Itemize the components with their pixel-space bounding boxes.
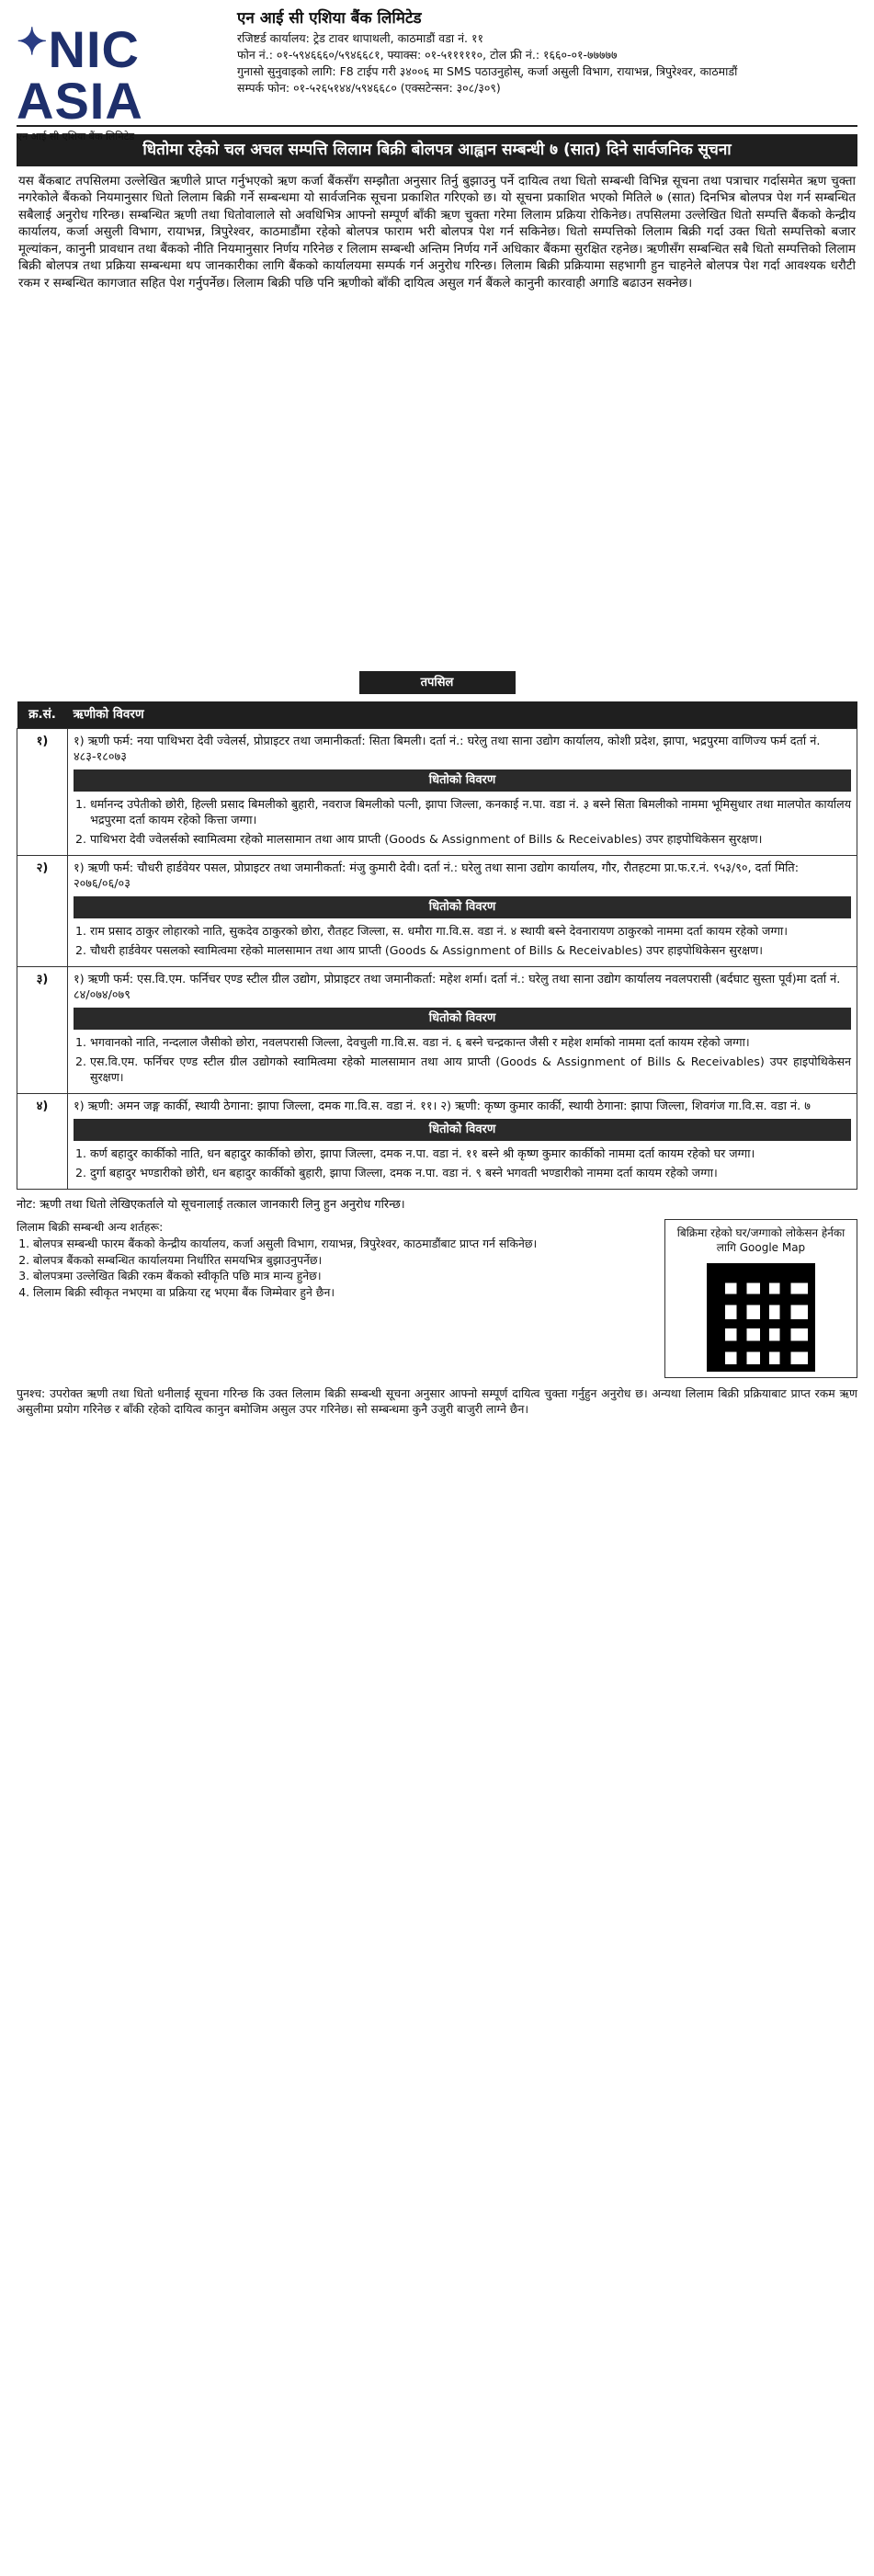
security-heading: धितोको विवरण xyxy=(74,896,851,918)
notice-intro: यस बैंकबाट तपसिलमा उल्लेखित ऋणीले प्राप्त गर्नुभएको ऋण कर्जा बैंकसँग सम्झौता अनुसार तिर्नु बुझाउनु पर्ने दायित्व तथा धितो सम्बन्धी विभिन्न सूचना तथा पत्राचार गर्दासमेत ऋण चुक्ता नगरेकोले बैंकको नियमानुसार धितो लिलाम बिक्री गर्ने सम्बन्धमा यो सार्वजनिक सूचना प्रकाशित गरिएको छ। यो सूचना प्रकाशित भएको मितिले ७ (सात) दिनभित्र बोलपत्र पेश गर्न सम्बन्धित सबैलाई अनुरोध गरिन्छ। सम्बन्धित ऋणी तथा धितोवालाले सो अवधिभित्र आफ्नो सम्पूर्ण बाँकी ऋण चुक्ता गरेमा लिलाम प्रक्रिया रोकिनेछ। तपसिलमा उल्लेखित धितो सम्पत्ति बैंकको केन्द्रीय कार्यालय, कर्जा असुली विभाग, रायाभन्न, त्रिपुरेश्वर, काठमाडौंमा रहेको बोलपत्र फाराम भरी बोलपत्र पेश गर्न सकिनेछ। धितो सम्पत्तिको लिलाम बिक्री गर्दा उक्त धितो सम्पत्तिको बजार मूल्यांकन, कानुनी प्रावधान तथा बैंकको नीति नियमानुसार निर्णय गरिनेछ र लिलाम सम्बन्धी अन्तिम निर्णय गर्ने अधिकार बैंकमा सुरक्षित रहनेछ। ऋणीसँग सम्बन्धित सबै धितो सम्पत्तिको लिलाम बिक्री बोलपत्र तथा प्रक्रिया सम्बन्धमा थप जानकारीका लागि बैंकको कार्यालयमा सम्पर्क गर्न अनुरोध गरिन्छ। लिलाम बिक्री प्रक्रियामा सहभागी हुन चाहनेले बोलपत्र पेश गर्दा आवश्यक धरौटी रकम र सम्बन्धित कागजात सहित पेश गर्नुपर्नेछ। लिलाम बिक्री पछि पनि ऋणीको बाँकी दायित्व असुल गर्न बैंकले कानुनी कारवाही अगाडि बढाउन सक्नेछ। xyxy=(18,174,856,291)
logo-mark: ✦NIC ASIA xyxy=(17,20,143,130)
security-item: 1. कर्ण बहादुर कार्कीको नाति, धन बहादुर कार्कीको छोरा, झापा जिल्ला, दमक न.पा. वडा नं. ११ बस्ने श्री कृष्ण कुमार कार्कीको नाममा दर्ता कायम रहेको घर जग्गा। xyxy=(90,1146,851,1161)
borrower-details xyxy=(68,1093,857,1189)
google-map-box xyxy=(664,1219,857,1377)
security-item: 2. एस.वि.एम. फर्निचर एण्ड स्टील ग्रील उद्योगको स्वामित्वमा रहेको मालसामान तथा आय प्राप्ती (Goods & Assignment of Bills & Receivables) उपर हाइपोथिकेसन सुरक्षण। xyxy=(90,1054,851,1085)
bank-info-line: फोन नं.: ०१-५९४६६६०/५९४६६८१, फ्याक्स: ०१-५१११११०, टोल फ्री नं.: १६६०-०१-७७७७७ xyxy=(237,47,618,62)
borrower-text: १) ऋणी फर्म: चौधरी हार्डवेयर पसल, प्रोप्राइटर तथा जमानीकर्ता: मंजु कुमारी देवी। दर्ता नं.: घरेलु तथा साना उद्योग कार्यालय, गौर, रौतहटमा प्रा.फ.र.नं. ९५३/९०, दर्ता मिति: २०७६/०६/०३ xyxy=(74,861,800,892)
map-box-text: बिक्रिमा रहेको घर/जग्गाको लोकेसन हेर्नका लागि Google Map xyxy=(676,1226,846,1255)
schedule-title: तपसिल xyxy=(359,671,516,695)
serial-number: ३) xyxy=(17,966,68,1093)
security-item: 2. पाथिभरा देवी ज्वेलर्सको स्वामित्वमा रहेको मालसामान तथा आय प्राप्ती (Goods & Assignment of Bills & Receivables) उपर हाइपोथिकेसन सुरक्षण। xyxy=(90,831,851,847)
details-header: ऋणीको विवरण xyxy=(68,701,857,728)
condition-item: 3. बोलपत्रमा उल्लेखित बिक्री रकम बैंकको स्वीकृति पछि मात्र मान्य हुनेछ। xyxy=(33,1268,648,1284)
security-item: 1. धर्मानन्द उपेतीको छोरी, हिल्ली प्रसाद बिमलीको बुहारी, नवराज बिमलीको पत्नी, झापा जिल्ला, कनकाई न.पा. वडा नं. ३ बस्ने सिता बिमलीको नाममा भूमिसुधार तथा मालपोत कार्यालय भद्रपुरमा दर्ता कायम रहेको कित्ता जग्गा। xyxy=(90,796,851,827)
security-item: 2. चौधरी हार्डवेयर पसलको स्वामित्वमा रहेको मालसामान तथा आय प्राप्ती (Goods & Assignment of Bills & Receivables) उपर हाइपोथिकेसन सुरक्षण। xyxy=(90,942,851,958)
borrower-text: १) ऋणी: अमन जङ्ग कार्की, स्थायी ठेगाना: झापा जिल्ला, दमक गा.वि.स. वडा नं. ११। २) ऋणी: कृष्ण कुमार कार्की, स्थायी ठेगाना: झापा जिल्ला, शिवगंज गा.वि.स. वडा नं. ७ xyxy=(74,1099,811,1113)
security-item: 2. दुर्गा बहादुर भण्डारीको छोरी, धन बहादुर कार्कीको बुहारी, झापा जिल्ला, दमक न.पा. वडा नं. ९ बस्ने भगवती भण्डारीको नाममा दर्ता कायम रहेको जग्गा। xyxy=(90,1165,851,1180)
bank-contact-info xyxy=(219,7,857,97)
serial-header: क्र.सं. xyxy=(17,701,68,728)
borrower-text: १) ऋणी फर्म: एस.वि.एम. फर्निचर एण्ड स्टील ग्रील उद्योग, प्रोप्राइटर तथा जमानीकर्ता: महेश शर्मा। दर्ता नं.: घरेलु तथा साना उद्योग कार्यालय नवलपरासी (बर्दघाट सुस्ता पूर्व)मा दर्ता नं. ८४/०७४/०७९ xyxy=(74,972,841,1003)
security-list xyxy=(90,1146,851,1180)
security-list xyxy=(90,1034,851,1085)
auction-conditions xyxy=(17,1219,648,1377)
borrower-details xyxy=(68,966,857,1093)
security-heading: धितोको विवरण xyxy=(74,1119,851,1141)
bank-info-line: सम्पर्क फोन: ०१-५२६५१४४/५९४६६८० (एक्सटेन्सन: ३०८/३०९) xyxy=(237,81,501,96)
condition-item: 4. लिलाम बिक्री स्वीकृत नभएमा वा प्रक्रिया रद्द भएमा बैंक जिम्मेवार हुने छैन। xyxy=(33,1284,648,1301)
borrower-details xyxy=(68,728,857,855)
note-text: नोट: ऋणी तथा धितो लेखिएकर्ताले यो सूचनालाई तत्काल जानकारी लिनु हुन अनुरोध गरिन्छ। xyxy=(17,1197,405,1212)
table-row xyxy=(17,855,857,966)
qr-code-icon xyxy=(707,1263,815,1372)
table-row xyxy=(17,1093,857,1189)
serial-number: ४) xyxy=(17,1093,68,1189)
condition-item: 2. बोलपत्र बैंकको सम्बन्धित कार्यालयमा निर्धारित समयभित्र बुझाउनुपर्नेछ। xyxy=(33,1252,648,1269)
conditions-row xyxy=(17,1219,857,1377)
borrower-details xyxy=(68,855,857,966)
security-heading: धितोको विवरण xyxy=(74,769,851,792)
bank-header xyxy=(17,7,857,142)
table-row xyxy=(17,966,857,1093)
security-heading: धितोको विवरण xyxy=(74,1008,851,1030)
borrower-text: १) ऋणी फर्म: नया पाथिभरा देवी ज्वेलर्स, प्रोप्राइटर तथा जमानीकर्ता: सिता बिमली। दर्ता नं.: घरेलु तथा साना उद्योग कार्यालय, कोशी प्रदेश, झापा, भद्रपुरमा वाणिज्य फर्म दर्ता नं. ४८३-१८०७३ xyxy=(74,734,821,764)
conditions-title: लिलाम बिक्री सम्बन्धी अन्य शर्तहरू: xyxy=(17,1220,164,1235)
bank-info-line: गुनासो सुनुवाइको लागि: F8 टाईप गरी ३४००६ मा SMS पठाउनुहोस्, कर्जा असुली विभाग, रायाभन्न, त्रिपुरेश्वर, काठमाडौं xyxy=(237,63,738,78)
postscript-text: पुनश्च: उपरोक्त ऋणी तथा धितो धनीलाई सूचना गरिन्छ कि उक्त लिलाम बिक्री सम्बन्धी सूचना अनुसार आफ्नो सम्पूर्ण दायित्व चुक्ता गर्नुहुन अनुरोध छ। अन्यथा लिलाम बिक्री प्रक्रियाबाट प्राप्त रकम ऋण असुलीमा प्रयोग गरिनेछ र बाँकी रहेको दायित्व कानुन बमोजिम असुल उपर गरिनेछ। सो सम्बन्धमा कुनै उजुरी बाजुरी लाग्ने छैन। xyxy=(17,1385,857,1417)
bank-logo xyxy=(17,7,219,144)
security-item: 1. भगवानको नाति, नन्दलाल जैसीको छोरा, नवलपरासी जिल्ला, देवचुली गा.वि.स. वडा नं. ६ बस्ने चन्द्रकान्त जैसी र महेश शर्माको नाममा दर्ता कायम रहेको जग्गा। xyxy=(90,1034,851,1050)
security-list xyxy=(90,923,851,958)
notice-title: धितोमा रहेको चल अचल सम्पत्ति लिलाम बिक्री बोलपत्र आह्वान सम्बन्धी ७ (सात) दिने सार्वजनिक सूचना xyxy=(17,134,857,166)
bank-info-line: रजिष्टर्ड कार्यालय: ट्रेड टावर थापाथली, काठमाडौं वडा नं. ११ xyxy=(237,30,484,45)
borrower-table xyxy=(17,701,857,1189)
logo-subtitle: एन आई सी एशिया बैंक लिमिटेड xyxy=(17,131,135,142)
security-list xyxy=(90,796,851,847)
bank-name: एन आई सी एशिया बैंक लिमिटेड xyxy=(237,9,422,28)
table-row xyxy=(17,728,857,855)
conditions-list xyxy=(33,1236,648,1300)
serial-number: २) xyxy=(17,855,68,966)
security-item: 1. राम प्रसाद ठाकुर लोहारको नाति, सुकदेव ठाकुरको छोरा, रौतहट जिल्ला, स. धमौरा गा.वि.स. वडा नं. ४ स्थायी बस्ने देवनारायण ठाकुरको नाममा दर्ता कायम रहेको जग्गा। xyxy=(90,923,851,939)
serial-number: १) xyxy=(17,728,68,855)
condition-item: 1. बोलपत्र सम्बन्धी फारम बैंकको केन्द्रीय कार्यालय, कर्जा असुली विभाग, रायाभन्न, त्रिपुरेश्वर, काठमाडौंबाट प्राप्त गर्न सकिनेछ। xyxy=(33,1236,648,1252)
logo-star-icon: ✦ xyxy=(17,22,49,63)
